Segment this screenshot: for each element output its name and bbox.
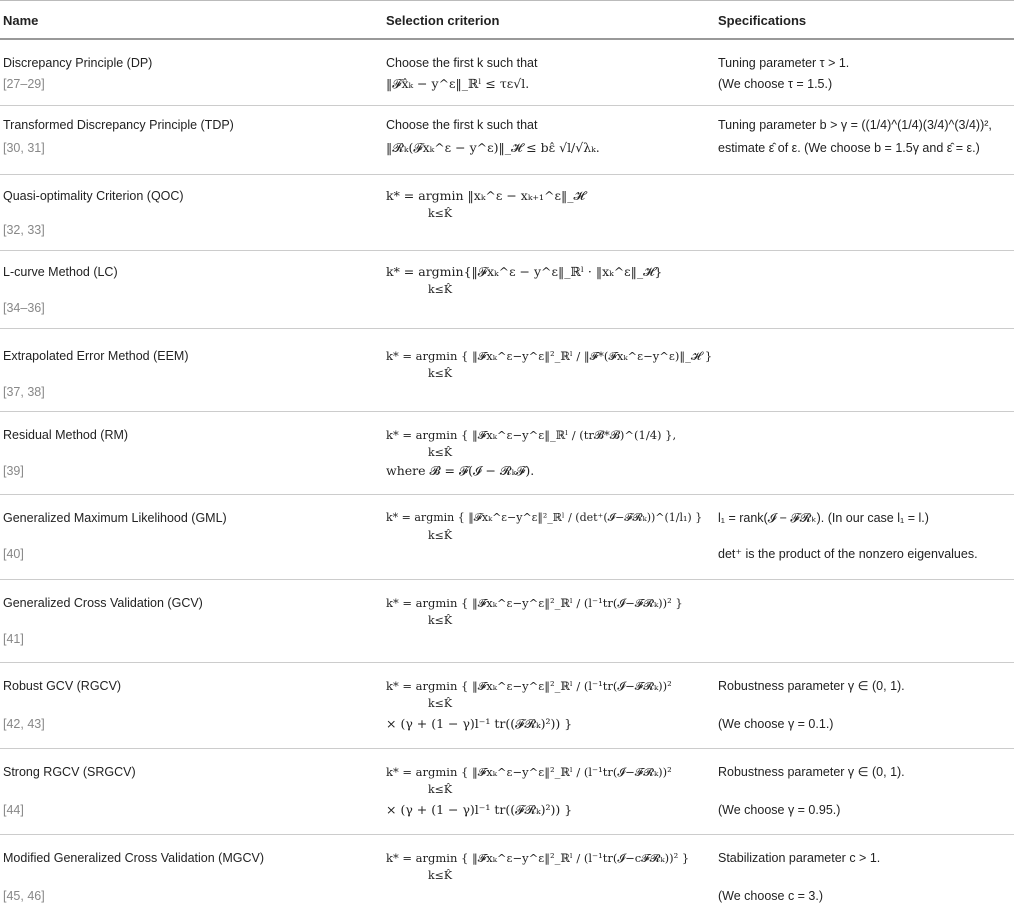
row-criterion-line1: k* = argmin { ‖𝓕xₖ^ε−y^ε‖²_ℝˡ / (l⁻¹tr(𝓘−c𝓕𝓡ₖ))² }	[386, 851, 690, 865]
row-criterion-subscript: k≤K̂	[428, 367, 453, 380]
row-spec-line2: det⁺ is the product of the nonzero eigenvalues.	[718, 547, 978, 561]
row-criterion-line1: Choose the first k such that	[386, 118, 538, 132]
row-spec-line2: (We choose γ = 0.1.)	[718, 717, 834, 731]
row-name: Transformed Discrepancy Principle (TDP)	[3, 118, 234, 132]
row-spec-line1: Robustness parameter γ ∈ (0, 1).	[718, 679, 905, 693]
row-criterion-line1: k* = argmin { ‖𝓕xₖ^ε−y^ε‖²_ℝˡ / (l⁻¹tr(𝓘−𝓕𝓡ₖ))²	[386, 679, 672, 693]
row-criterion-subscript: k≤K̂	[428, 614, 453, 627]
row-criterion-line1: k* = argmin ‖xₖ^ε − xₖ₊₁^ε‖_𝓗	[386, 188, 585, 203]
table-row	[0, 663, 1014, 749]
row-ref: [32, 33]	[3, 223, 45, 237]
row-criterion-line3: × (γ + (1 − γ)l⁻¹ tr((𝓕𝓡ₖ)²)) }	[386, 716, 573, 731]
table-row	[0, 412, 1014, 495]
row-spec-line1: Robustness parameter γ ∈ (0, 1).	[718, 765, 905, 779]
row-ref: [45, 46]	[3, 889, 45, 903]
row-ref: [34–36]	[3, 301, 45, 315]
row-spec-line2: estimate ε̂ of ε. (We choose b = 1.5γ and ε̂ = ε.)	[718, 141, 980, 155]
row-name: Discrepancy Principle (DP)	[3, 56, 153, 70]
row-ref: [44]	[3, 803, 24, 817]
row-ref: [39]	[3, 464, 24, 478]
row-criterion-line1: k* = argmin { ‖𝓕xₖ^ε−y^ε‖²_ℝˡ / ‖𝓕*(𝓕xₖ^ε−y^ε)‖_𝓗 }	[386, 349, 713, 363]
row-ref: [30, 31]	[3, 141, 45, 155]
table-row	[0, 495, 1014, 580]
row-criterion-line1: k* = argmin { ‖𝓕xₖ^ε−y^ε‖_ℝˡ / (tr𝓑*𝓑)^(1/4) },	[386, 428, 677, 442]
table-header	[0, 0, 1014, 40]
row-ref: [37, 38]	[3, 385, 45, 399]
row-name: Quasi-optimality Criterion (QOC)	[3, 189, 184, 203]
row-criterion-line1: k* = argmin { ‖𝓕xₖ^ε−y^ε‖²_ℝˡ / (l⁻¹tr(𝓘−𝓕𝓡ₖ))²	[386, 765, 672, 779]
row-ref: [27–29]	[3, 77, 45, 91]
row-criterion-line3: where 𝓑 = 𝓕(𝓘 − 𝓡ₖ𝓕).	[386, 463, 535, 478]
row-spec-line2: (We choose τ = 1.5.)	[718, 77, 833, 91]
row-criterion-line2: ‖𝓕x̂ₖ − y^ε‖_ℝˡ ≤ τε√l.	[386, 76, 530, 91]
row-name: Generalized Cross Validation (GCV)	[3, 596, 203, 610]
row-spec-line1: Tuning parameter τ > 1.	[718, 56, 850, 70]
table-row	[0, 175, 1014, 251]
row-criterion-subscript: k≤K̂	[428, 283, 453, 296]
row-criterion-subscript: k≤K̂	[428, 697, 453, 710]
table-row	[0, 835, 1014, 920]
header-name: Name	[3, 13, 39, 28]
row-criterion-line1: k* = argmin { ‖𝓕xₖ^ε−y^ε‖²_ℝˡ / (l⁻¹tr(𝓘−𝓕𝓡ₖ))² }	[386, 596, 683, 610]
row-criterion-subscript: k≤K̂	[428, 869, 453, 882]
table-row	[0, 749, 1014, 835]
row-criterion-line1: Choose the first k such that	[386, 56, 538, 70]
row-criterion-line1: k* = argmin{‖𝓕xₖ^ε − y^ε‖_ℝˡ · ‖xₖ^ε‖_𝓗}	[386, 264, 663, 279]
table-row	[0, 40, 1014, 106]
row-spec-line1: l₁ = rank(𝓘 − 𝓕𝓡ₖ). (In our case l₁ = l.)	[718, 511, 929, 525]
table-row	[0, 106, 1014, 175]
header-specs: Specifications	[718, 13, 807, 28]
row-name: Strong RGCV (SRGCV)	[3, 765, 136, 779]
row-spec-line2: (We choose γ = 0.95.)	[718, 803, 841, 817]
row-name: Robust GCV (RGCV)	[3, 679, 122, 693]
table-row	[0, 329, 1014, 412]
row-ref: [42, 43]	[3, 717, 45, 731]
row-ref: [41]	[3, 632, 24, 646]
row-ref: [40]	[3, 547, 24, 561]
row-criterion-subscript: k≤K̂	[428, 207, 453, 220]
row-criterion-subscript: k≤K̂	[428, 446, 453, 459]
row-spec-line1: Tuning parameter b > γ = ((1/4)^(1/4)(3/4)^(3/4))²,	[718, 118, 992, 132]
row-criterion-line1: k* = argmin { ‖𝓕xₖ^ε−y^ε‖²_ℝˡ / (det⁺(𝓘−𝓕𝓡ₖ))^(1/l₁) }	[386, 511, 703, 524]
row-name: Extrapolated Error Method (EEM)	[3, 349, 189, 363]
row-name: L-curve Method (LC)	[3, 265, 118, 279]
row-spec-line2: (We choose c = 3.)	[718, 889, 824, 903]
row-criterion-line2: ‖𝓡ₖ(𝓕xₖ^ε − y^ε)‖_𝓗 ≤ bε̂ √l/√λₖ.	[386, 140, 600, 155]
row-name: Generalized Maximum Likelihood (GML)	[3, 511, 227, 525]
header-criterion: Selection criterion	[386, 13, 500, 28]
row-name: Modified Generalized Cross Validation (MGCV)	[3, 851, 264, 865]
row-criterion-subscript: k≤K̂	[428, 783, 453, 796]
table-row	[0, 580, 1014, 663]
row-spec-line1: Stabilization parameter c > 1.	[718, 851, 881, 865]
table-row	[0, 251, 1014, 329]
row-criterion-line3: × (γ + (1 − γ)l⁻¹ tr((𝓕𝓡ₖ)²)) }	[386, 802, 573, 817]
row-criterion-subscript: k≤K̂	[428, 529, 453, 542]
row-name: Residual Method (RM)	[3, 428, 129, 442]
